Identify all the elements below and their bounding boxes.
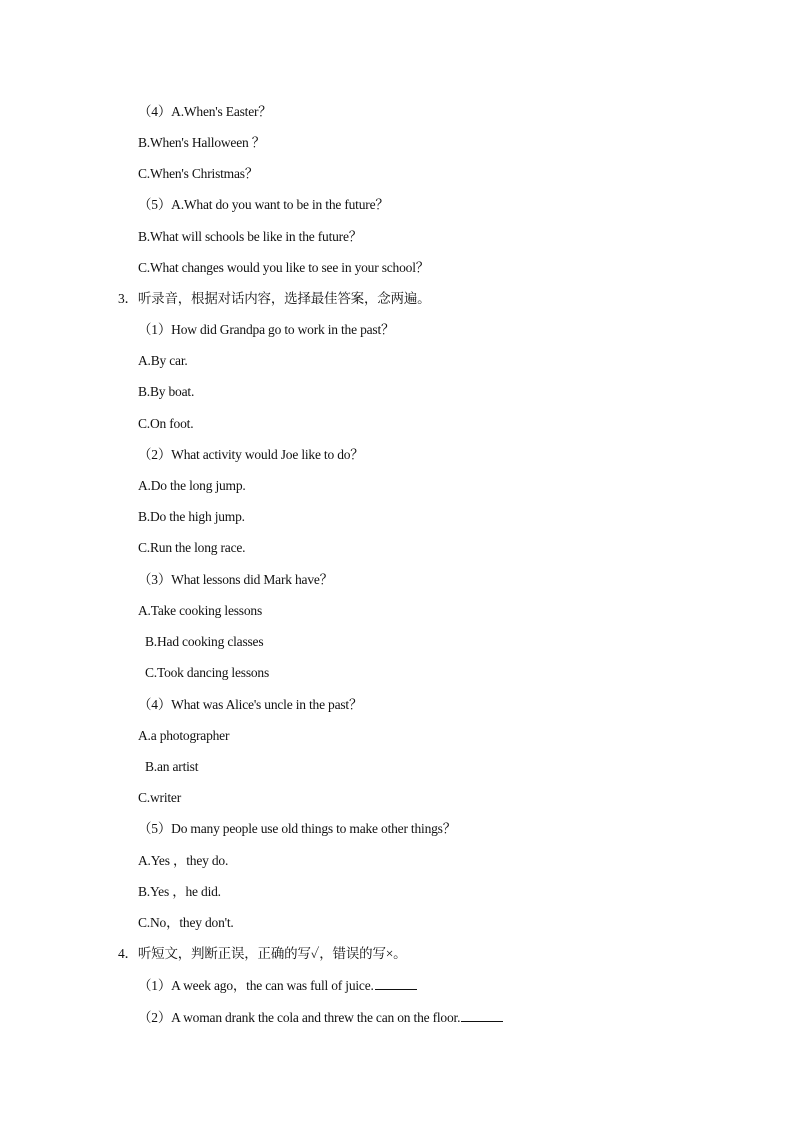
s3-q1: （1）How did Grandpa go to work in the past？: [138, 322, 395, 337]
s3-q2: （2）What activity would Joe like to do？: [138, 447, 364, 462]
s4-q1-answer-blank[interactable]: [375, 975, 417, 990]
s3-q4-option-a: A.a photographer: [138, 728, 230, 743]
s3-q4: （4）What was Alice's uncle in the past？: [138, 697, 363, 712]
s4-q2-text: （2）A woman drank the cola and threw the can on the floor.: [138, 1010, 461, 1025]
s4-q1-text: （1）A week ago，the can was full of juice.: [138, 978, 374, 993]
s3-q5-option-c: C.No，they don't.: [138, 915, 234, 930]
section4-heading: 4．听短文，判断正误，正确的写✓，错误的写×。: [118, 946, 407, 961]
s3-q1-option-c: C.On foot.: [138, 416, 194, 431]
s2-q4-option-c: C.When's Christmas？: [138, 166, 259, 181]
s3-q3-option-a: A.Take cooking lessons: [138, 603, 263, 618]
s2-q5-option-b: B.What will schools be like in the future？: [138, 229, 363, 244]
s4-q2-row: [138, 1007, 503, 1028]
s3-q2-option-a: A.Do the long jump.: [138, 478, 246, 493]
s3-q5: （5）Do many people use old things to make other things？: [138, 821, 457, 836]
s3-q4-option-b: B.an artist: [145, 759, 199, 774]
s3-q5-option-a: A.Yes ，they do.: [138, 853, 229, 868]
s2-q5-option-a: （5）A.What do you want to be in the future？: [138, 197, 389, 212]
s3-q2-option-b: B.Do the high jump.: [138, 509, 245, 524]
s4-q2-answer-blank[interactable]: [461, 1007, 503, 1022]
s3-q5-option-b: B.Yes ，he did.: [138, 884, 221, 899]
s2-q4-option-b: B.When's Halloween ？: [138, 135, 266, 150]
s2-q4-option-a: （4）A.When's Easter？: [138, 104, 272, 119]
s4-q1-row: [138, 975, 417, 996]
s3-q4-option-c: C.writer: [138, 790, 182, 805]
s3-q2-option-c: C.Run the long race.: [138, 540, 246, 555]
section3-heading: 3．听录音，根据对话内容，选择最佳答案，念两遍。: [118, 291, 431, 306]
s2-q5-option-c: C.What changes would you like to see in your school？: [138, 260, 430, 275]
s3-q3: （3）What lessons did Mark have？: [138, 572, 333, 587]
s3-q3-option-c: C.Took dancing lessons: [145, 665, 270, 680]
s3-q3-option-b: B.Had cooking classes: [145, 634, 264, 649]
s3-q1-option-b: B.By boat.: [138, 384, 195, 399]
s3-q1-option-a: A.By car.: [138, 353, 188, 368]
